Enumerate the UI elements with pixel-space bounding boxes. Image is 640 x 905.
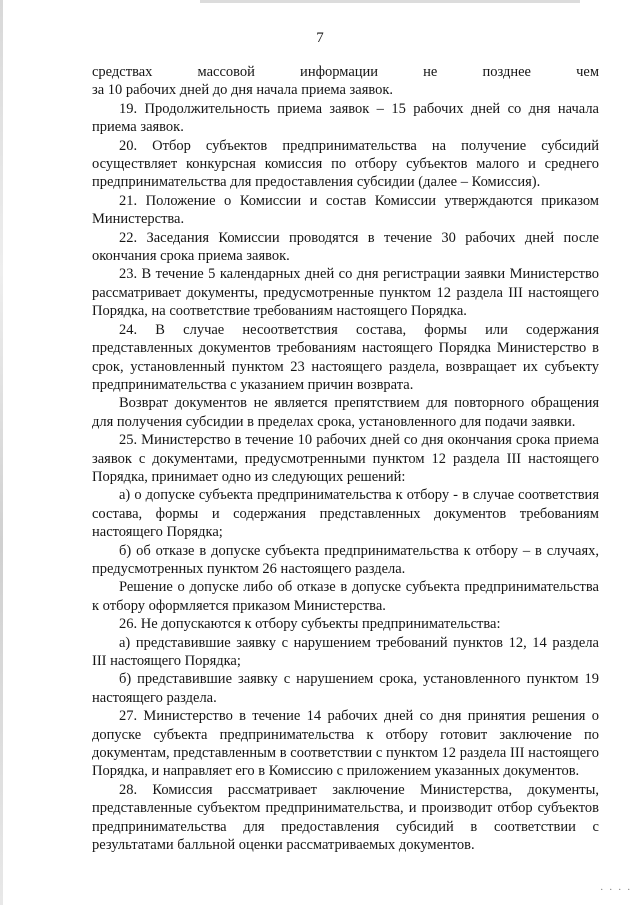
scan-edge-top <box>200 0 580 3</box>
paragraph-25-a: а) о допуске субъекта предпринимательства к отбору - в случае соответствия состава, формы и содержания представленных документов требованиям настоящего Порядка; <box>92 487 599 541</box>
paragraph-28: 28. Комиссия рассматривает заключение Министерства, документы, представленные субъектом предпринимательства, и производит отбор субъектов предпринимательства для предоставления субсидий в соответствии с результатами балльной оценки рассматриваемых документов. <box>92 781 599 854</box>
paragraph-23: 23. В течение 5 календарных дней со дня регистрации заявки Министерство рассматривает документы, предусмотренные пунктом 12 раздела III настоящего Порядка, на соответствие требованиям настоящего Порядка. <box>92 266 599 320</box>
paragraph-24: 24. В случае несоответствия состава, формы или содержания представленных документов требованиям настоящего Порядка Министерство в срок, установленный пунктом 23 настоящего раздела, возвращает их субъекту предпринимательства с указанием причин возврата. <box>92 321 599 393</box>
paragraph-21: 21. Положение о Комиссии и состав Комиссии утверждаются приказом Министерства. <box>92 192 599 228</box>
document-body <box>92 63 599 854</box>
paragraph-26: 26. Не допускаются к отбору субъекты предпринимательства: <box>119 616 501 633</box>
paragraph-24-return: Возврат документов не является препятствием для повторного обращения для получения субсидии в пределах срока, установленного для подачи заявки. <box>92 395 599 430</box>
paragraph-20: 20. Отбор субъектов предпринимательства на получение субсидий осуществляет конкурсная комиссия по отбору субъектов малого и среднего предпринимательства для предоставления субсидии (далее – Комиссия). <box>92 137 599 191</box>
footer-scan-marks: . . . . <box>600 882 632 893</box>
paragraph-18-line-2: за 10 рабочих дней до дня начала приема заявок. <box>92 82 394 99</box>
paragraph-25-decision: Решение о допуске либо об отказе в допуске субъекта предпринимательства к отбору оформляется приказом Министерства. <box>92 579 599 614</box>
paragraph-26-a: а) представившие заявку с нарушением требований пунктов 12, 14 раздела III настоящего Порядка; <box>92 634 599 669</box>
paragraph-18-line-1: средствах массовой информации не позднее чем <box>92 64 599 80</box>
paragraph-26-b: б) представившие заявку с нарушением срока, установленного пунктом 19 настоящего раздела. <box>92 671 599 706</box>
paragraph-25: 25. Министерство в течение 10 рабочих дней со дня окончания срока приема заявок с документами, предусмотренными пунктом 12 раздела III настоящего Порядка, принимает одно из следующих решений: <box>92 432 599 485</box>
paragraph-22: 22. Заседания Комиссии проводятся в течение 30 рабочих дней после окончания срока приема заявок. <box>92 229 599 265</box>
paragraph-27: 27. Министерство в течение 14 рабочих дней со дня принятия решения о допуске субъекта предпринимательства к отбору готовит заключение по документам, представленным в соответствии с пунктом 12 раздела III настоящего Порядка, и направляет его в Комиссию с приложением указанных документов. <box>92 708 599 780</box>
paragraph-19: 19. Продолжительность приема заявок – 15 рабочих дней со дня начала приема заявок. <box>92 100 599 136</box>
scan-edge-left <box>0 0 3 905</box>
page-number: 7 <box>316 30 324 46</box>
paragraph-25-b: б) об отказе в допуске субъекта предпринимательства к отбору – в случаях, предусмотренных пунктом 26 настоящего раздела. <box>92 542 599 577</box>
